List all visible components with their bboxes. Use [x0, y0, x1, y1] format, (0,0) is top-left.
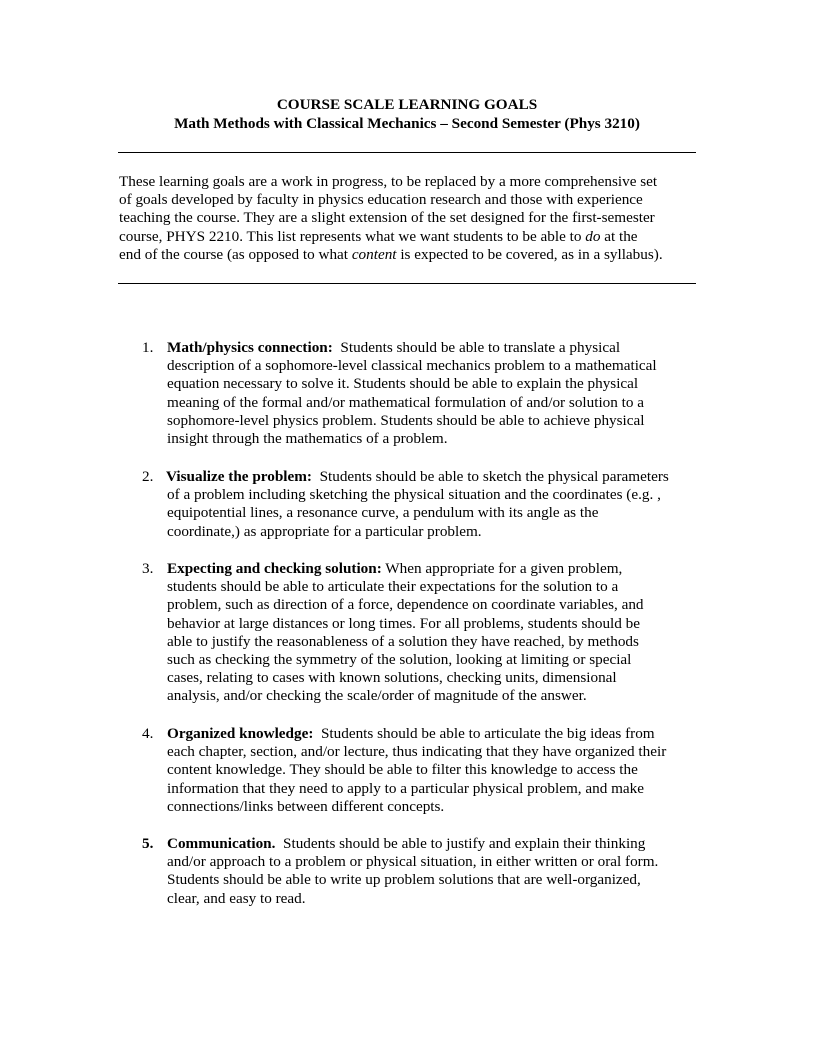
goal-heading: Visualize the problem: [166, 468, 312, 485]
top-divider [118, 152, 696, 153]
goal-line [142, 560, 702, 578]
goal-line [142, 725, 702, 743]
goal-heading: Communication. [167, 835, 276, 852]
intro-text: is expected to be covered, as in a syllabus). [396, 245, 663, 263]
goal-number: 5. [142, 835, 154, 852]
intro-emphasis-content: content [351, 245, 397, 263]
goal-item-communication [142, 835, 702, 908]
goal-line: insight through the mathematics of a problem. [167, 430, 448, 448]
intro-paragraph [119, 173, 699, 264]
goal-text: Students should be able to articulate the big ideas from [313, 725, 655, 742]
goal-line: problem, such as direction of a force, dependence on coordinate variables, and [167, 596, 644, 614]
goal-line: able to justify the reasonableness of a solution they have reached, by methods [167, 632, 639, 650]
goal-text: Students should be able to sketch the physical parameters [311, 468, 669, 485]
goal-line: students should be able to articulate their expectations for the solution to a [167, 578, 619, 596]
document-header [118, 95, 696, 133]
goal-line: cases, relating to cases with known solutions, checking units, dimensional [167, 669, 617, 687]
goal-number: 1. [142, 339, 154, 356]
goal-line: behavior at large distances or long times. For all problems, students should be [167, 614, 640, 632]
intro-line: teaching the course. They are a slight extension of the set designed for the first-semester [119, 209, 655, 227]
goal-line: and/or approach to a problem or physical situation, in either written or oral form. [167, 853, 659, 871]
goal-text: Students should be able to justify and explain their thinking [275, 835, 646, 852]
goal-line: analysis, and/or checking the scale/order of magnitude of the answer. [167, 687, 587, 705]
goal-number: 3. [142, 560, 154, 577]
intro-line: These learning goals are a work in progress, to be replaced by a more comprehensive set [119, 173, 658, 190]
goal-line: clear, and easy to read. [167, 889, 306, 907]
goal-line: connections/links between different concepts. [167, 797, 445, 815]
goal-item-expecting-checking-solution [142, 560, 702, 706]
goal-heading: Expecting and checking solution: [167, 560, 382, 577]
goal-item-visualize-problem [142, 468, 702, 541]
goal-line [142, 468, 702, 486]
goal-item-organized-knowledge [142, 725, 702, 816]
intro-text: end of the course (as opposed to what [119, 245, 352, 263]
document-subtitle: Math Methods with Classical Mechanics – Second Semester (Phys 3210) [174, 115, 640, 132]
intro-text: at the [600, 227, 638, 245]
goal-line: meaning of the formal and/or mathematical formulation of and/or solution to a [167, 393, 645, 411]
goal-line [142, 339, 702, 357]
goal-line: Students should be able to write up problem solutions that are well-organized, [167, 871, 641, 889]
goal-line: coordinate,) as appropriate for a particular problem. [167, 522, 482, 540]
goal-line: description of a sophomore-level classical mechanics problem to a mathematical [167, 357, 657, 375]
intro-line [119, 228, 699, 246]
goal-heading: Math/physics connection: [167, 339, 333, 356]
goal-line [142, 835, 702, 853]
goal-text: When appropriate for a given problem, [381, 560, 623, 577]
goal-line: equation necessary to solve it. Students should be able to explain the physical [167, 375, 639, 393]
goal-line: each chapter, section, and/or lecture, thus indicating that they have organized their [167, 743, 667, 761]
goal-line: equipotential lines, a resonance curve, a pendulum with its angle as the [167, 504, 599, 522]
intro-text: course, PHYS 2210. This list represents what we want students to be able to [119, 227, 586, 245]
intro-line [119, 246, 699, 264]
goal-heading: Organized knowledge: [167, 725, 314, 742]
goal-text: Students should be able to translate a physical [332, 339, 621, 356]
goal-item-math-physics-connection [142, 339, 702, 448]
bottom-divider [118, 283, 696, 284]
intro-emphasis-do: do [585, 227, 601, 245]
goal-line: of a problem including sketching the physical situation and the coordinates (e.g. , [167, 486, 661, 504]
goal-line: information that they need to apply to a particular physical problem, and make [167, 779, 644, 797]
goal-line: such as checking the symmetry of the solution, looking at limiting or special [167, 651, 632, 669]
goal-number: 4. [142, 725, 154, 742]
goal-number: 2. [142, 468, 154, 485]
document-title: COURSE SCALE LEARNING GOALS [276, 96, 538, 113]
goal-line: sophomore-level physics problem. Students should be able to achieve physical [167, 411, 645, 429]
intro-line: of goals developed by faculty in physics education research and those with experience [119, 191, 643, 209]
goal-line: content knowledge. They should be able to filter this knowledge to access the [167, 761, 638, 779]
